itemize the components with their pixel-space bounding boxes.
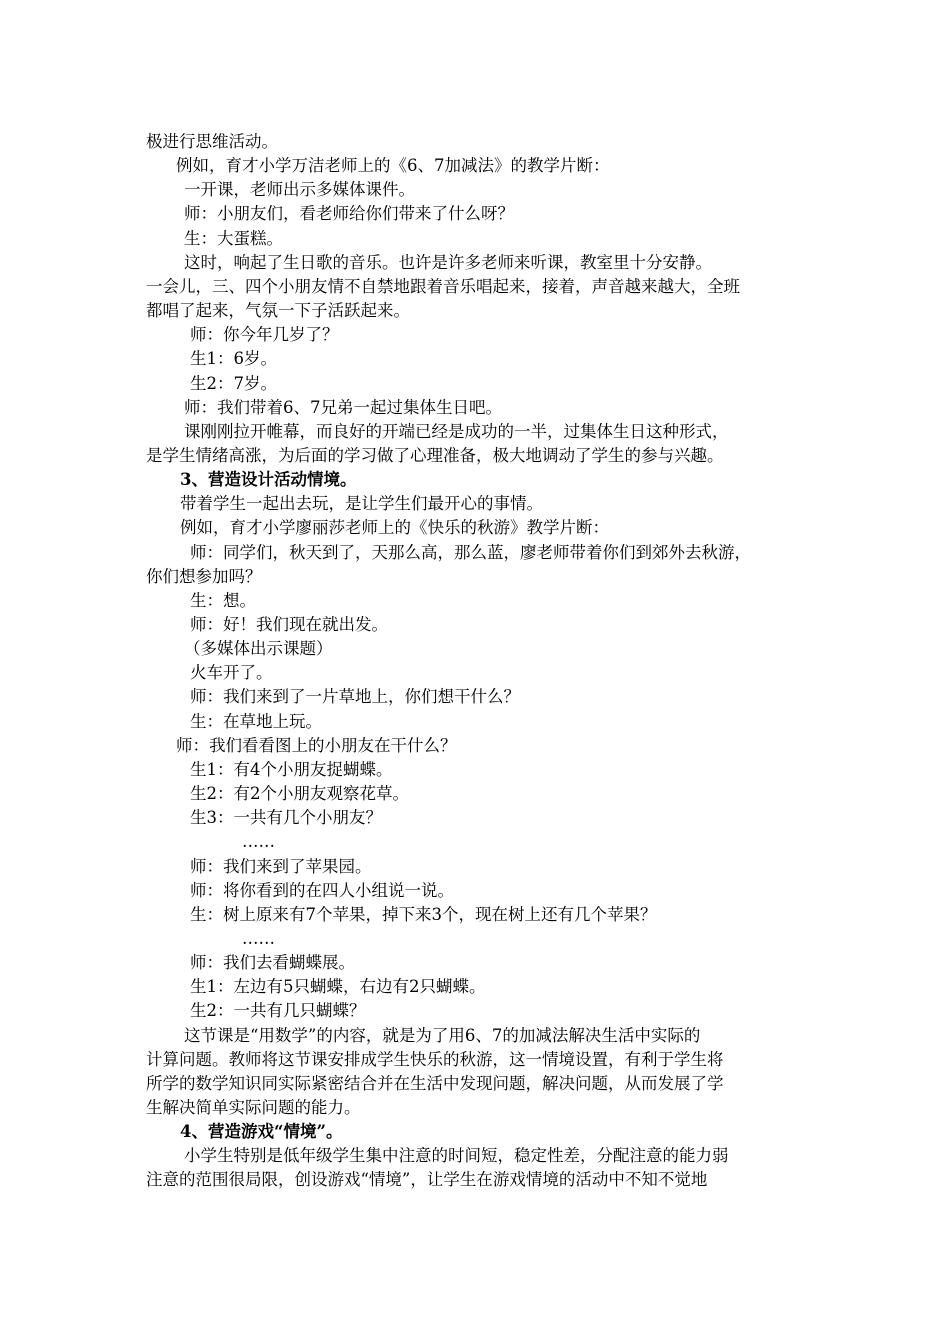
- text-line: 生3：一共有几个小朋友？: [190, 808, 382, 828]
- text-line: 都唱了起来，气氛一下子活跃起来。: [146, 301, 410, 321]
- text-line: 师：好！我们现在就出发。: [190, 615, 388, 634]
- text-line: 火车开了。: [190, 663, 273, 683]
- text-line: 生2：一共有几只蝴蝶？: [190, 1001, 366, 1021]
- text-line: 一开课，老师出示多媒体课件。: [184, 180, 415, 200]
- text-line: 生：在草地上玩。: [190, 711, 322, 731]
- text-line: 师：我们看看图上的小朋友在干什么？: [176, 735, 457, 755]
- text-line: 生2：有2个小朋友观察花草。: [190, 784, 409, 804]
- text-line: 生1：6岁。: [190, 349, 277, 369]
- text-line: ……: [242, 832, 275, 852]
- text-line: 注意的范围很局限，创设游戏“情境”，让学生在游戏情境的活动中不知不觉地: [146, 1170, 708, 1190]
- text-line: 是学生情绪高涨，为后面的学习做了心理准备，极大地调动了学生的参与兴趣。: [146, 445, 724, 465]
- section-heading: 3、营造设计活动情境。: [180, 470, 357, 490]
- text-line: 生：大蛋糕。: [184, 228, 283, 248]
- text-line: 这节课是“用数学”的内容，就是为了用6、7的加减法解决生活中实际的: [184, 1025, 701, 1045]
- section-heading: 4、营造游戏“情境”。: [180, 1122, 343, 1142]
- text-line: 计算问题。教师将这节课安排成学生快乐的秋游，这一情境设置，有利于学生将: [146, 1049, 724, 1069]
- text-line: 师：我们来到了一片草地上，你们想干什么？: [190, 687, 520, 707]
- text-line: 例如，育才小学万洁老师上的《6、7加减法》的教学片断：: [176, 156, 610, 176]
- text-line: 你们想参加吗？: [146, 566, 262, 586]
- text-line: 师：小朋友们，看老师给你们带来了什么呀？: [184, 204, 514, 224]
- text-line: 课刚刚拉开帷幕，而良好的开端已经是成功的一半，过集体生日这种形式，: [184, 421, 729, 441]
- text-line: 生1：左边有5只蝴蝶，右边有2只蝴蝶。: [190, 977, 486, 997]
- text-line: （多媒体出示课题）: [184, 639, 333, 659]
- text-line: ……: [242, 928, 275, 948]
- text-line: 一会儿，三、四个小朋友情不自禁地跟着音乐唱起来，接着，声音越来越大，全班: [146, 276, 740, 296]
- text-line: 师：你今年几岁了？: [190, 325, 339, 345]
- text-line: 师：同学们，秋天到了，天那么高，那么蓝，廖老师带着你们到郊外去秋游，: [190, 542, 751, 562]
- text-line: 生解决简单实际问题的能力。: [146, 1098, 361, 1117]
- text-line: 师：我们去看蝴蝶展。: [190, 953, 355, 973]
- text-line: 生2：7岁。: [190, 373, 277, 393]
- text-line: 小学生特别是低年级学生集中注意的时间短，稳定性差，分配注意的能力弱: [184, 1146, 729, 1166]
- text-line: 极进行思维活动。: [146, 132, 278, 151]
- text-line: 这时，响起了生日歌的音乐。也许是许多老师来听课，教室里十分安静。: [184, 252, 712, 272]
- text-line: 师：我们带着6、7兄弟一起过集体生日吧。: [184, 397, 502, 417]
- text-line: 生：想。: [190, 590, 256, 610]
- text-line: 师：将你看到的在四人小组说一说。: [190, 880, 454, 900]
- text-line: 所学的数学知识同实际紧密结合并在生活中发现问题，解决问题，从而发展了学: [146, 1073, 724, 1093]
- text-line: 师：我们来到了苹果园。: [190, 856, 372, 876]
- text-line: 生1：有4个小朋友捉蝴蝶。: [190, 759, 393, 779]
- text-line: 例如，育才小学廖丽莎老师上的《快乐的秋游》教学片断：: [180, 518, 609, 538]
- text-line: 生：树上原来有7个苹果，掉下来3个，现在树上还有几个苹果？: [190, 904, 657, 924]
- text-line: 带着学生一起出去玩，是让学生们最开心的事情。: [180, 494, 543, 514]
